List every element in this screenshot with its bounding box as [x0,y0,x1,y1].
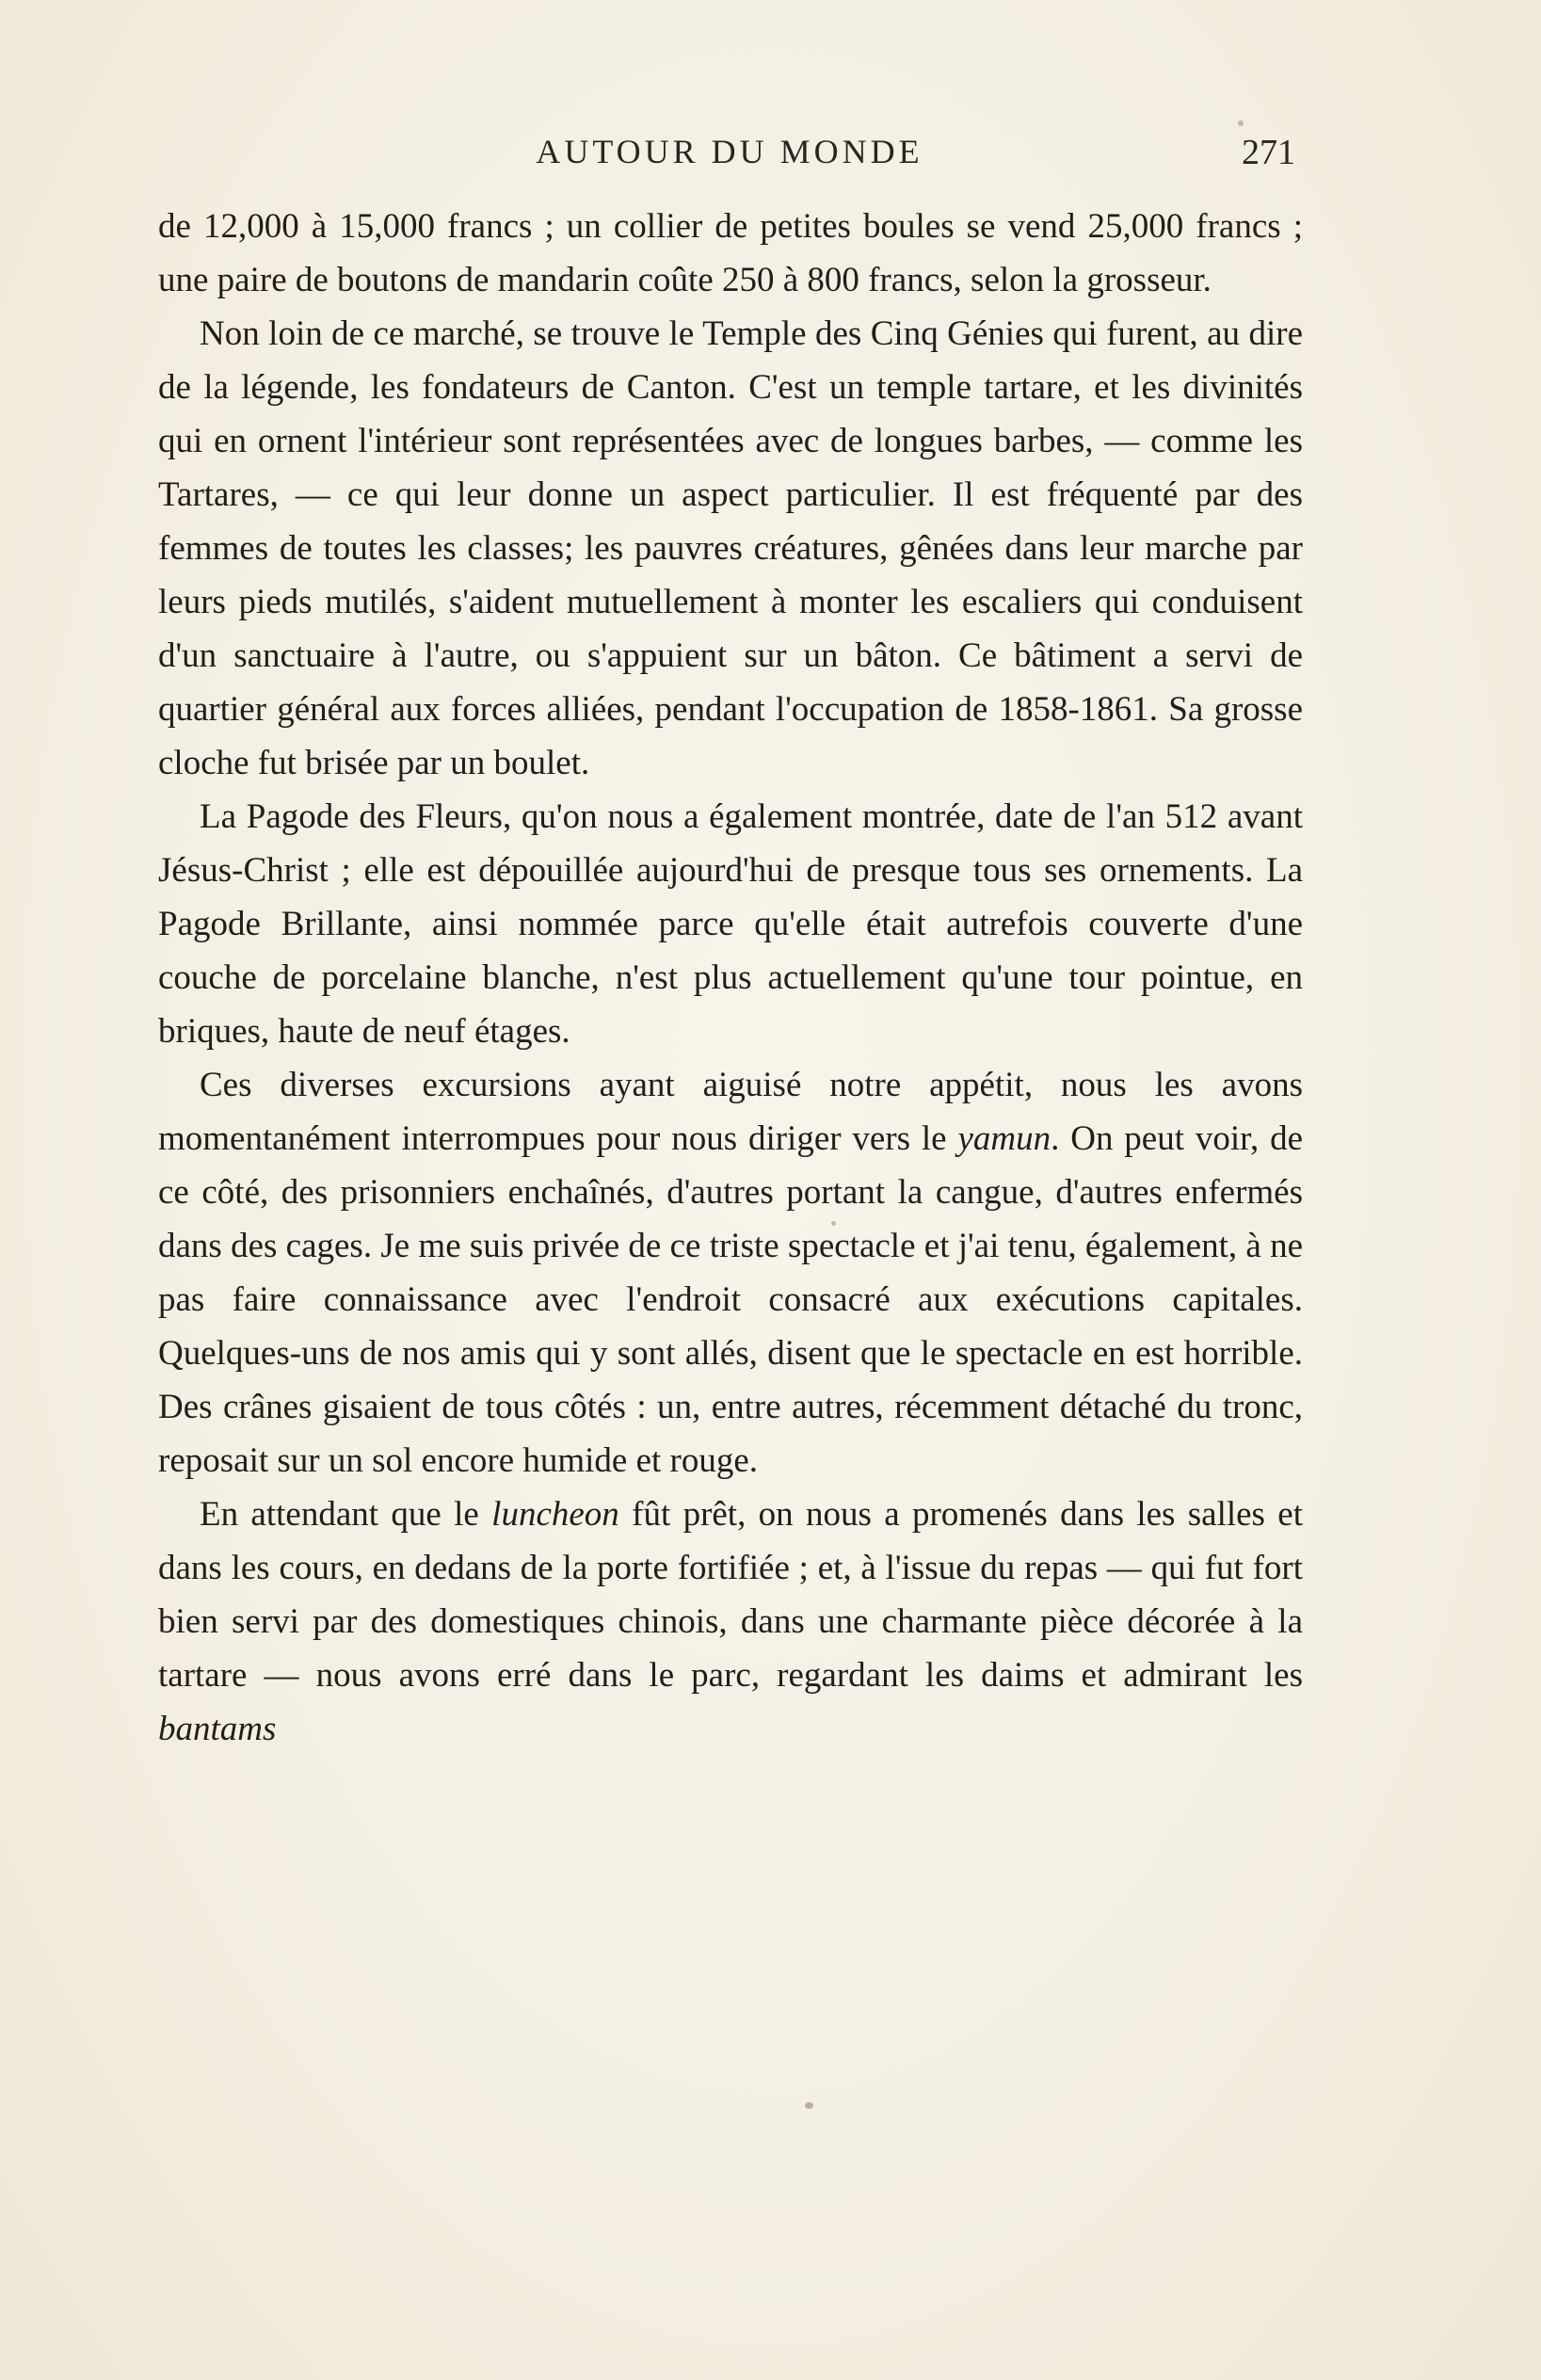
paragraph-4-text-before: Ces diverses excursions ayant aiguisé notre appétit, nous les avons momentanément interrompues pour nous diriger vers le [158,1066,1303,1158]
paragraph-5-text-before: En attendant que le [200,1495,492,1534]
paragraph-3: La Pagode des Fleurs, qu'on nous a également montrée, date de l'an 512 avant Jésus-Christ ; elle est dépouillée aujourd'hui de presque tous ses ornements. La Pagode Brillante, ainsi nommée parce qu'elle était autrefois couverte d'une couche de porcelaine blanche, n'est plus actuellement qu'une tour pointue, en briques, haute de neuf étages. [158,797,1303,1051]
paper-speck [805,2102,813,2109]
paragraph-4-text-after: . On peut voir, de ce côté, des prisonniers enchaînés, d'autres portant la cangue, d'autres enfermés dans des cages. Je me suis privée de ce triste spectacle et j'ai tenu, également, à ne pas faire connaissance avec l'endroit consacré aux exécutions capitales. Quelques-uns de nos amis qui y sont allés, disent que le spectacle en est horrible. Des crânes gisaient de tous côtés : un, entre autres, récemment détaché du tronc, reposait sur un sol encore humide et rouge. [158,1119,1303,1480]
paragraph-5 [158,1488,1303,1756]
paragraph-2: Non loin de ce marché, se trouve le Temple des Cinq Génies qui furent, au dire de la légende, les fondateurs de Canton. C'est un temple tartare, et les divinités qui en ornent l'intérieur sont représentées avec de longues barbes, — comme les Tartares, — ce qui leur donne un aspect particulier. Il est fréquenté par des femmes de toutes les classes; les pauvres créatures, gênées dans leur marche par leurs pieds mutilés, s'aident mutuellement à monter les escaliers qui conduisent d'un sanctuaire à l'autre, ou s'appuient sur un bâton. Ce bâtiment a servi de quartier général aux forces alliées, pendant l'occupation de 1858-1861. Sa grosse cloche fut brisée par un boulet. [158,314,1303,782]
italic-term-luncheon: luncheon [491,1495,619,1534]
running-title: AUTOUR DU MONDE [536,133,923,170]
italic-term-yamun: yamun [957,1119,1051,1158]
page-number: 271 [1242,133,1295,172]
italic-term-bantams: bantams [158,1710,277,1748]
paragraph-1: de 12,000 à 15,000 francs ; un collier de petites boules se vend 25,000 francs ; une paire de boutons de mandarin coûte 250 à 800 francs, selon la grosseur. [158,207,1303,299]
paragraph-4 [158,1058,1303,1488]
running-head [160,132,1299,177]
body-text [158,200,1303,1756]
paper-speck [1238,121,1244,126]
paragraph-5-text-middle: fût prêt, on nous a promenés dans les salles et dans les cours, en dedans de la porte fortifiée ; et, à l'issue du repas — qui fut fort bien servi par des domestiques chinois, dans une charmante pièce décorée à la tartare — nous avons erré dans le parc, regardant les daims et admirant les [158,1495,1303,1695]
